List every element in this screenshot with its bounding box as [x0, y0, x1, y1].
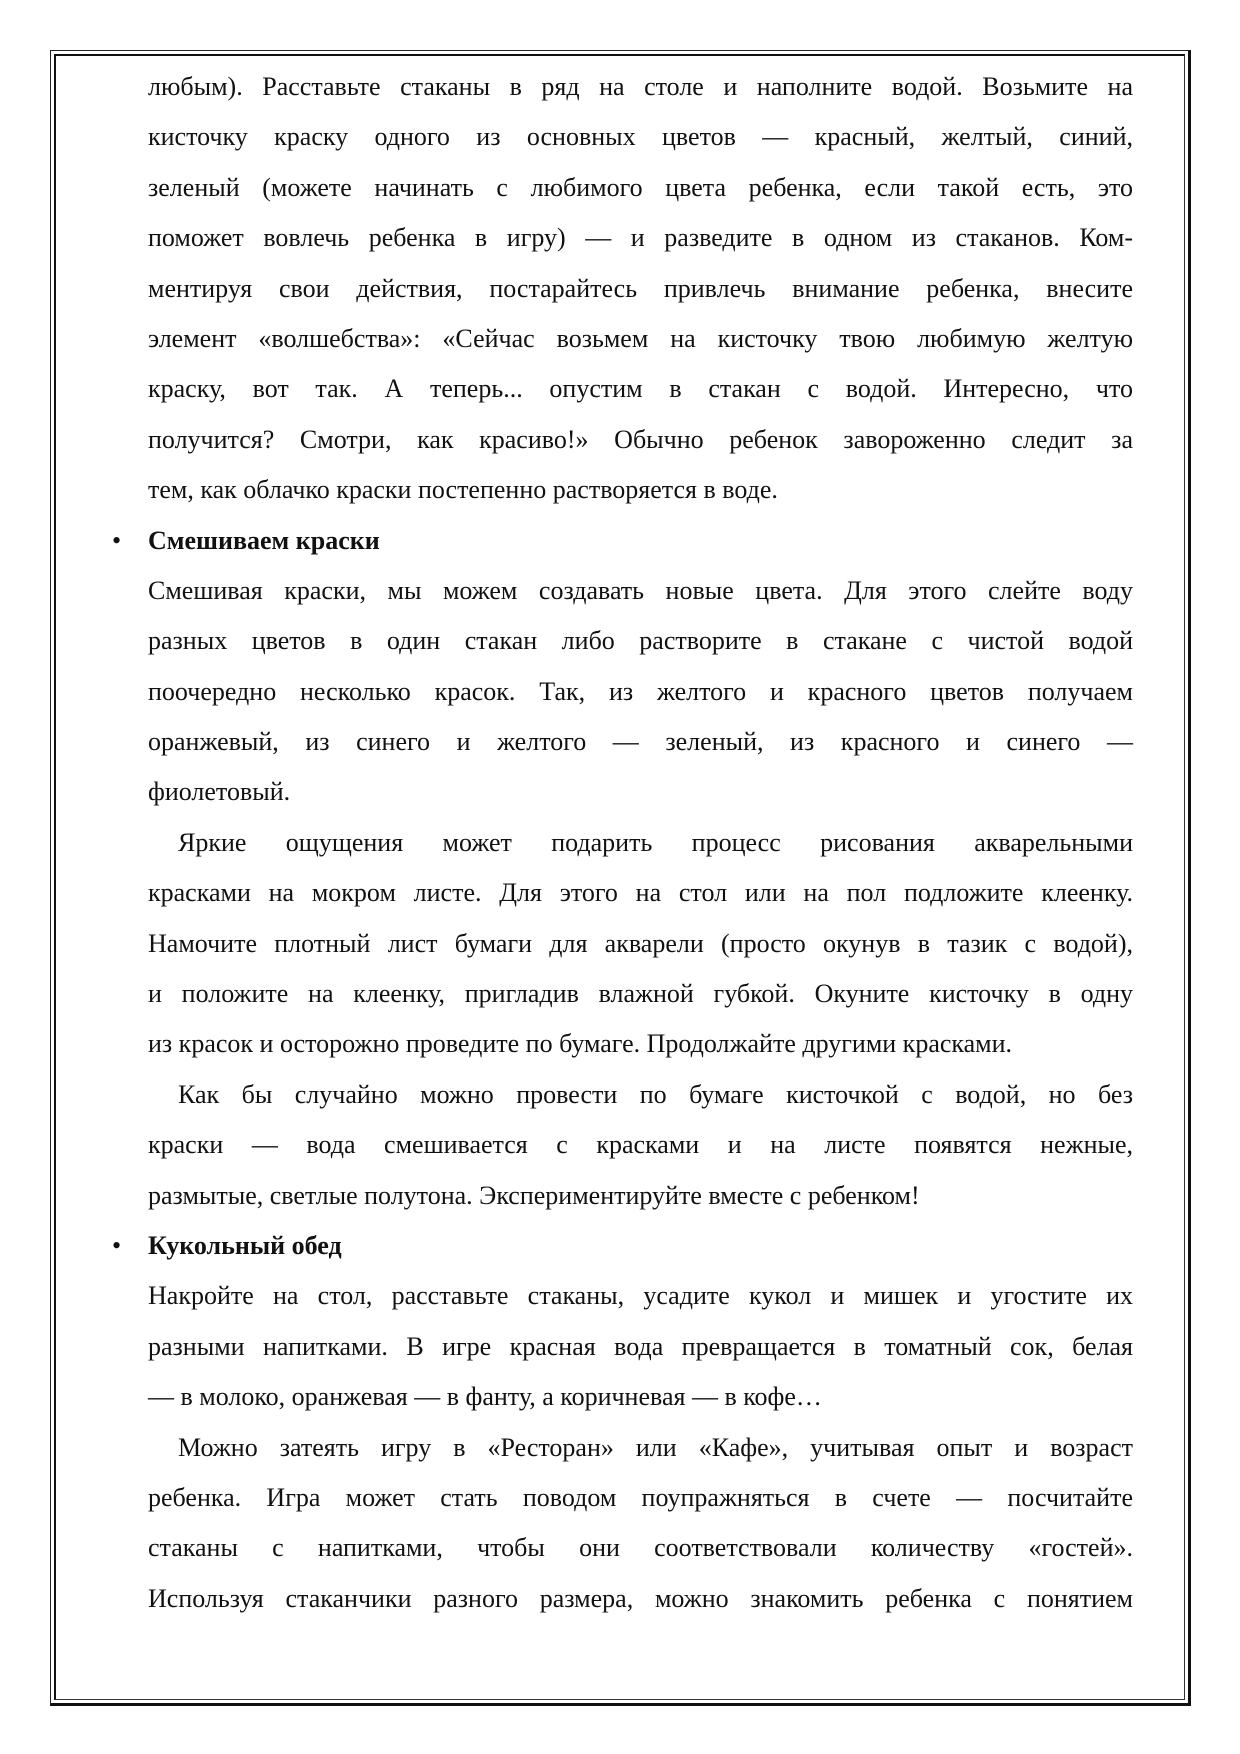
- section-heading-doll-dinner: [112, 1221, 1133, 1271]
- text-line: Используя стаканчики разного размера, можно знакомить ребенка с понятием: [148, 1583, 1133, 1613]
- document-body: [112, 62, 1133, 1624]
- heading-text: Кукольный обед: [148, 1230, 342, 1260]
- text-line: краски — вода смешивается с красками и на листе появятся нежные,: [148, 1130, 1133, 1160]
- text-line: Можно затеять игру в «Ресторан» или «Кафе», учитывая опыт и возраст: [178, 1432, 1133, 1462]
- text-line: Яркие ощущения может подарить процесс рисования акварельными: [178, 827, 1133, 857]
- text-line: ментируя свои действия, постарайтесь привлечь внимание ребенка, внесите: [148, 273, 1133, 303]
- bullet-icon: •: [112, 1230, 122, 1260]
- text-line: размытые, светлые полутона. Экспериментируйте вместе с ребенком!: [148, 1180, 920, 1210]
- text-line: разных цветов в один стакан либо растворите в стакане с чистой водой: [148, 626, 1133, 656]
- heading-text: Смешиваем краски: [148, 525, 380, 555]
- text-line: поочередно несколько красок. Так, из желтого и красного цветов получаем: [148, 676, 1133, 706]
- text-line: фиолетовый.: [148, 777, 291, 807]
- text-line: тем, как облачко краски постепенно растворяется в воде.: [148, 475, 778, 505]
- text-line: Смешивая краски, мы можем создавать новые цвета. Для этого слейте воду: [148, 575, 1133, 605]
- text-line: разными напитками. В игре красная вода превращается в томатный сок, белая: [148, 1331, 1133, 1361]
- text-line: зеленый (можете начинать с любимого цвета ребенка, если такой есть, это: [148, 172, 1133, 202]
- text-line: ребенка. Игра может стать поводом поупражняться в счете — посчитайте: [148, 1482, 1133, 1512]
- text-line: стаканы с напитками, чтобы они соответствовали количеству «гостей».: [148, 1533, 1133, 1563]
- text-line: поможет вовлечь ребенка в игру) — и разведите в одном из стаканов. Ком-: [148, 223, 1133, 253]
- section-heading-mixing: [112, 516, 1133, 566]
- text-line: красками на мокром листе. Для этого на стол или на пол подложите клеенку.: [148, 878, 1133, 908]
- text-line: оранжевый, из синего и желтого — зеленый, из красного и синего —: [148, 727, 1133, 757]
- text-line: и положите на клеенку, пригладив влажной губкой. Окуните кисточку в одну: [148, 979, 1133, 1009]
- text-line: Накройте на стол, расставьте стаканы, усадите кукол и мишек и угостите их: [148, 1281, 1133, 1311]
- text-line: Намочите плотный лист бумаги для акварели (просто окунув в тазик с водой),: [148, 928, 1133, 958]
- text-line: любым). Расставьте стаканы в ряд на столе и наполните водой. Возьмите на: [148, 72, 1133, 101]
- text-line: Как бы случайно можно провести по бумаге кисточкой с водой, но без: [178, 1079, 1133, 1109]
- text-line: из красок и осторожно проведите по бумаге. Продолжайте другими красками.: [148, 1029, 1013, 1059]
- bullet-icon: •: [112, 525, 122, 555]
- text-line: элемент «волшебства»: «Сейчас возьмем на кисточку твою любимую желтую: [148, 323, 1133, 353]
- text-line: получится? Смотри, как красиво!» Обычно ребенок завороженно следит за: [148, 424, 1133, 454]
- text-line: кисточку краску одного из основных цветов — красный, желтый, синий,: [148, 122, 1133, 152]
- text-line: краску, вот так. А теперь... опустим в стакан с водой. Интересно, что: [148, 374, 1133, 404]
- text-line: — в молоко, оранжевая — в фанту, а коричневая — в кофе…: [148, 1382, 822, 1412]
